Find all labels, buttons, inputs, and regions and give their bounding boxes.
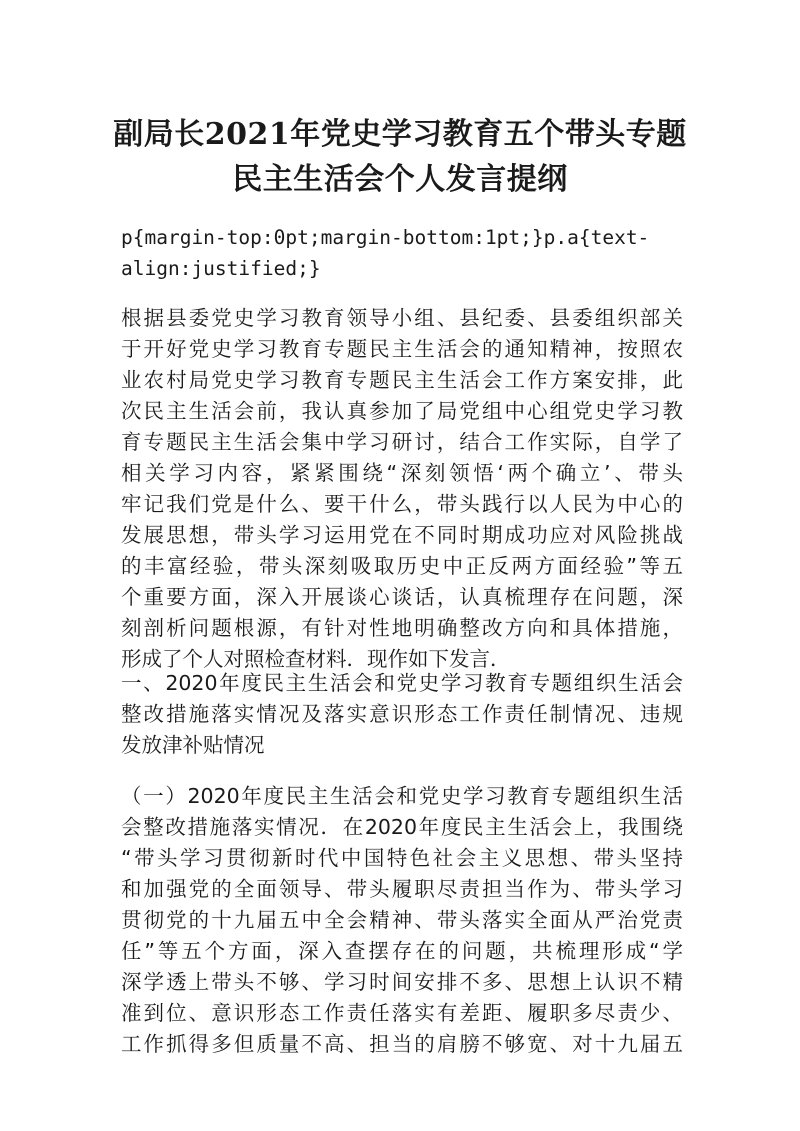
text-line: “带头学习贯彻新时代中国特色社会主义思想、带头坚持 <box>121 846 683 870</box>
text-line: 会整改措施落实情况．在2020年度民主生活会上，我围绕 <box>121 815 683 839</box>
text-line: 形成了个人对照检查材料．现作如下发言． <box>121 647 511 671</box>
text-line: 发展思想，带头学习运用党在不同时期成功应对风险挑战 <box>121 523 683 547</box>
text-line: 工作抓得多但质量不高、担当的肩膀不够宽、对十九届五 <box>121 1032 683 1056</box>
text-line: 刻剖析问题根源，有针对性地明确整改方向和具体措施， <box>121 616 683 640</box>
text-line: 业农村局党史学习教育专题民主生活会工作方案安排，此 <box>121 368 683 392</box>
text-line: 一、2020年度民主生活会和党史学习教育专题组织生活会 <box>121 671 683 695</box>
subsection-paragraph <box>121 781 683 1060</box>
text-line: 育专题民主生活会集中学习研讨，结合工作实际，自学了 <box>121 430 683 454</box>
code-line: p{margin-top:0pt;margin-bottom:1pt;}p.a{text- <box>121 226 650 249</box>
text-line: 整改措施落实情况及落实意识形态工作责任制情况、违规 <box>121 702 683 726</box>
text-line: 和加强党的全面领导、带头履职尽责担当作为、带头学习 <box>121 877 683 901</box>
text-line: 根据县委党史学习教育领导小组、县纪委、县委组织部关 <box>121 306 683 330</box>
code-line: align:justified;} <box>121 257 321 280</box>
intro-paragraph <box>121 303 683 675</box>
text-line: 的丰富经验，带头深刻吸取历史中正反两方面经验”等五 <box>121 554 683 578</box>
text-line: 次民主生活会前，我认真参加了局党组中心组党史学习教 <box>121 399 683 423</box>
text-line: 相关学习内容，紧紧围绕“深刻领悟‘两个确立’、带头 <box>121 461 683 485</box>
section-heading <box>121 668 683 761</box>
title-line: 民主生活会个人发言提纲 <box>232 162 568 197</box>
text-line: 牢记我们党是什么、要干什么，带头践行以人民为中心的 <box>121 492 683 516</box>
title-line: 副局长2021年党史学习教育五个带头专题 <box>113 117 687 152</box>
css-code-text <box>121 222 681 284</box>
text-line: （一）2020年度民主生活会和党史学习教育专题组织生活 <box>121 784 683 808</box>
text-line: 发放津补贴情况 <box>121 733 265 757</box>
document-title <box>100 112 700 202</box>
text-line: 于开好党史学习教育专题民主生活会的通知精神，按照农 <box>121 337 683 361</box>
text-line: 任”等五个方面，深入查摆存在的问题，共梳理形成“学 <box>121 939 683 963</box>
text-line: 个重要方面，深入开展谈心谈话，认真梳理存在问题，深 <box>121 585 683 609</box>
text-line: 深学透上带头不够、学习时间安排不多、思想上认识不精 <box>121 970 683 994</box>
text-line: 贯彻党的十九届五中全会精神、带头落实全面从严治党责 <box>121 908 683 932</box>
text-line: 准到位、意识形态工作责任落实有差距、履职多尽责少、 <box>121 1001 683 1025</box>
